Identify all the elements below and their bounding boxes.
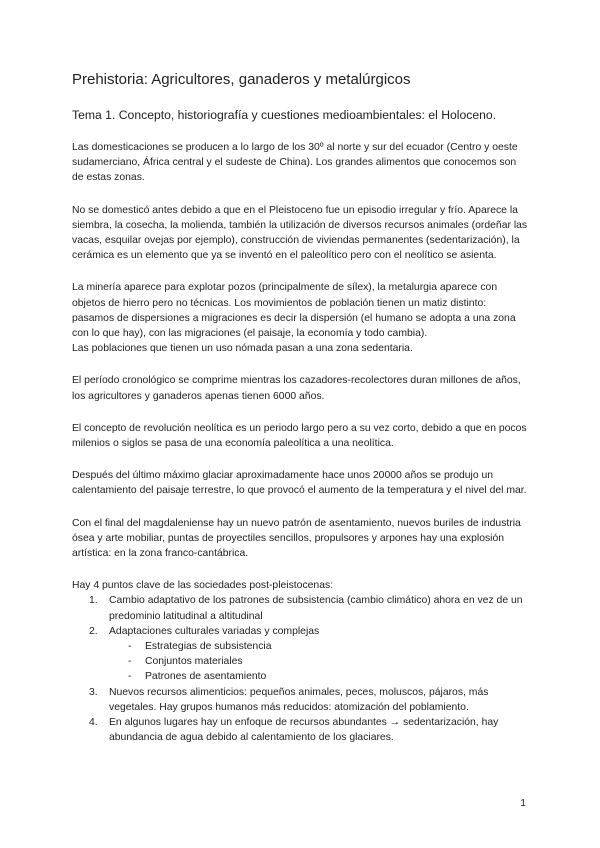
sub-list-item-text: Estrategias de subsistencia <box>145 641 272 653</box>
list-item-text: Adaptaciones culturales variadas y complejas <box>109 625 320 637</box>
sub-list-item <box>72 639 530 654</box>
paragraph-pleistocene: No se domesticó antes debido a que en el Pleistoceno fue un episodio irregular y frío. Aparece la siembra, la cosecha, la molienda, también la utilización de diversos recursos animales (ordeñar las vacas, esquilar ovejas por ejemplo), construcción de viviendas permanentes (sedentarización), la cerámica es un elemento que ya se inventó en el paleolítico pero con el neolítico se asienta. <box>72 204 528 262</box>
paragraph-nomadic: Las poblaciones que tienen un uso nómada pasan a una zona sedentaria. <box>72 343 413 355</box>
paragraph-magdalenian: Con el final del magdaleniense hay un nuevo patrón de asentamiento, nuevos buriles de industria ósea y arte mobiliar, puntas de proyectiles sencillos, propulsores y arpones hay una explosión artística: en la zona franco-cantábrica. <box>72 517 521 560</box>
dash-bullet: - <box>128 641 132 653</box>
dash-bullet: - <box>128 656 132 668</box>
list-item <box>72 624 530 685</box>
list-item <box>72 685 530 715</box>
dash-bullet: - <box>128 671 132 683</box>
paragraph-key-points-intro: Hay 4 puntos clave de las sociedades post-pleistocenas: <box>72 580 334 592</box>
paragraph-neolithic-revolution: El concepto de revolución neolítica es un periodo largo pero a su vez corto, debido a que en pocos milenios o siglos se pasa de una economía paleolítica a una neolítica. <box>72 422 527 450</box>
paragraph-glacial-maximum: Después del último máximo glaciar aproximadamente hace unos 20000 años se produjo un calentamiento del paisaje terrestre, lo que provocó el aumento de la temperatura y el nivel del mar. <box>72 470 527 497</box>
sub-list-item-text: Conjuntos materiales <box>145 656 243 668</box>
paragraph-mining: La minería aparece para explotar pozos (principalmente de sílex), la metalurgia aparece con objetos de hierro pero no técnicas. Los movimientos de población tienen un matiz distinto: pasamos de dispersiones a migraciones es decir la dispersión (el humano se adopta a una zona con lo que hay), con las migraciones (el paisaje, la economía y todo cambia). <box>72 282 516 340</box>
list-item-number: 1. <box>89 595 98 607</box>
list-item-number: 2. <box>89 625 98 637</box>
sub-list <box>109 639 530 685</box>
list-item-text: Nuevos recursos alimenticios: pequeños animales, peces, moluscos, pájaros, más vegetales. Hay grupos humanos más reducidos: atomización del poblamiento. <box>109 686 489 713</box>
sub-list-item <box>72 654 530 669</box>
list-item-number: 3. <box>89 686 98 698</box>
list-item <box>72 593 530 623</box>
list-item <box>72 715 530 745</box>
list-item-number: 4. <box>89 717 98 729</box>
sub-list-item <box>72 669 530 684</box>
page-content <box>72 70 530 746</box>
document-title: Prehistoria: Agricultores, ganaderos y metalúrgicos <box>72 71 411 88</box>
paragraph-domestications: Las domesticaciones se producen a lo largo de los 30º al norte y sur del ecuador (Centro y oeste sudamerciano, África central y el sudeste de China). Los grandes alimentos que conocemos son de estas zonas. <box>72 142 518 184</box>
topic-heading: Tema 1. Concepto, historiografía y cuestiones medioambientales: el Holoceno. <box>72 108 497 122</box>
list-item-text: Cambio adaptativo de los patrones de subsistencia (cambio climático) ahora en vez de un predominio latitudinal a altitudinal <box>109 595 523 622</box>
key-points-list <box>72 593 530 745</box>
paragraph-chronology: El período cronológico se comprime mientras los cazadores-recolectores duran millones de años, los agricultores y ganaderos apenas tienen 6000 años. <box>72 375 521 402</box>
list-item-text: En algunos lugares hay un enfoque de recursos abundantes → sedentarización, hay abundancia de agua debido al calentamiento de los glaciares. <box>109 717 499 744</box>
page-number: 1 <box>520 798 526 809</box>
sub-list-item-text: Patrones de asentamiento <box>145 671 267 683</box>
